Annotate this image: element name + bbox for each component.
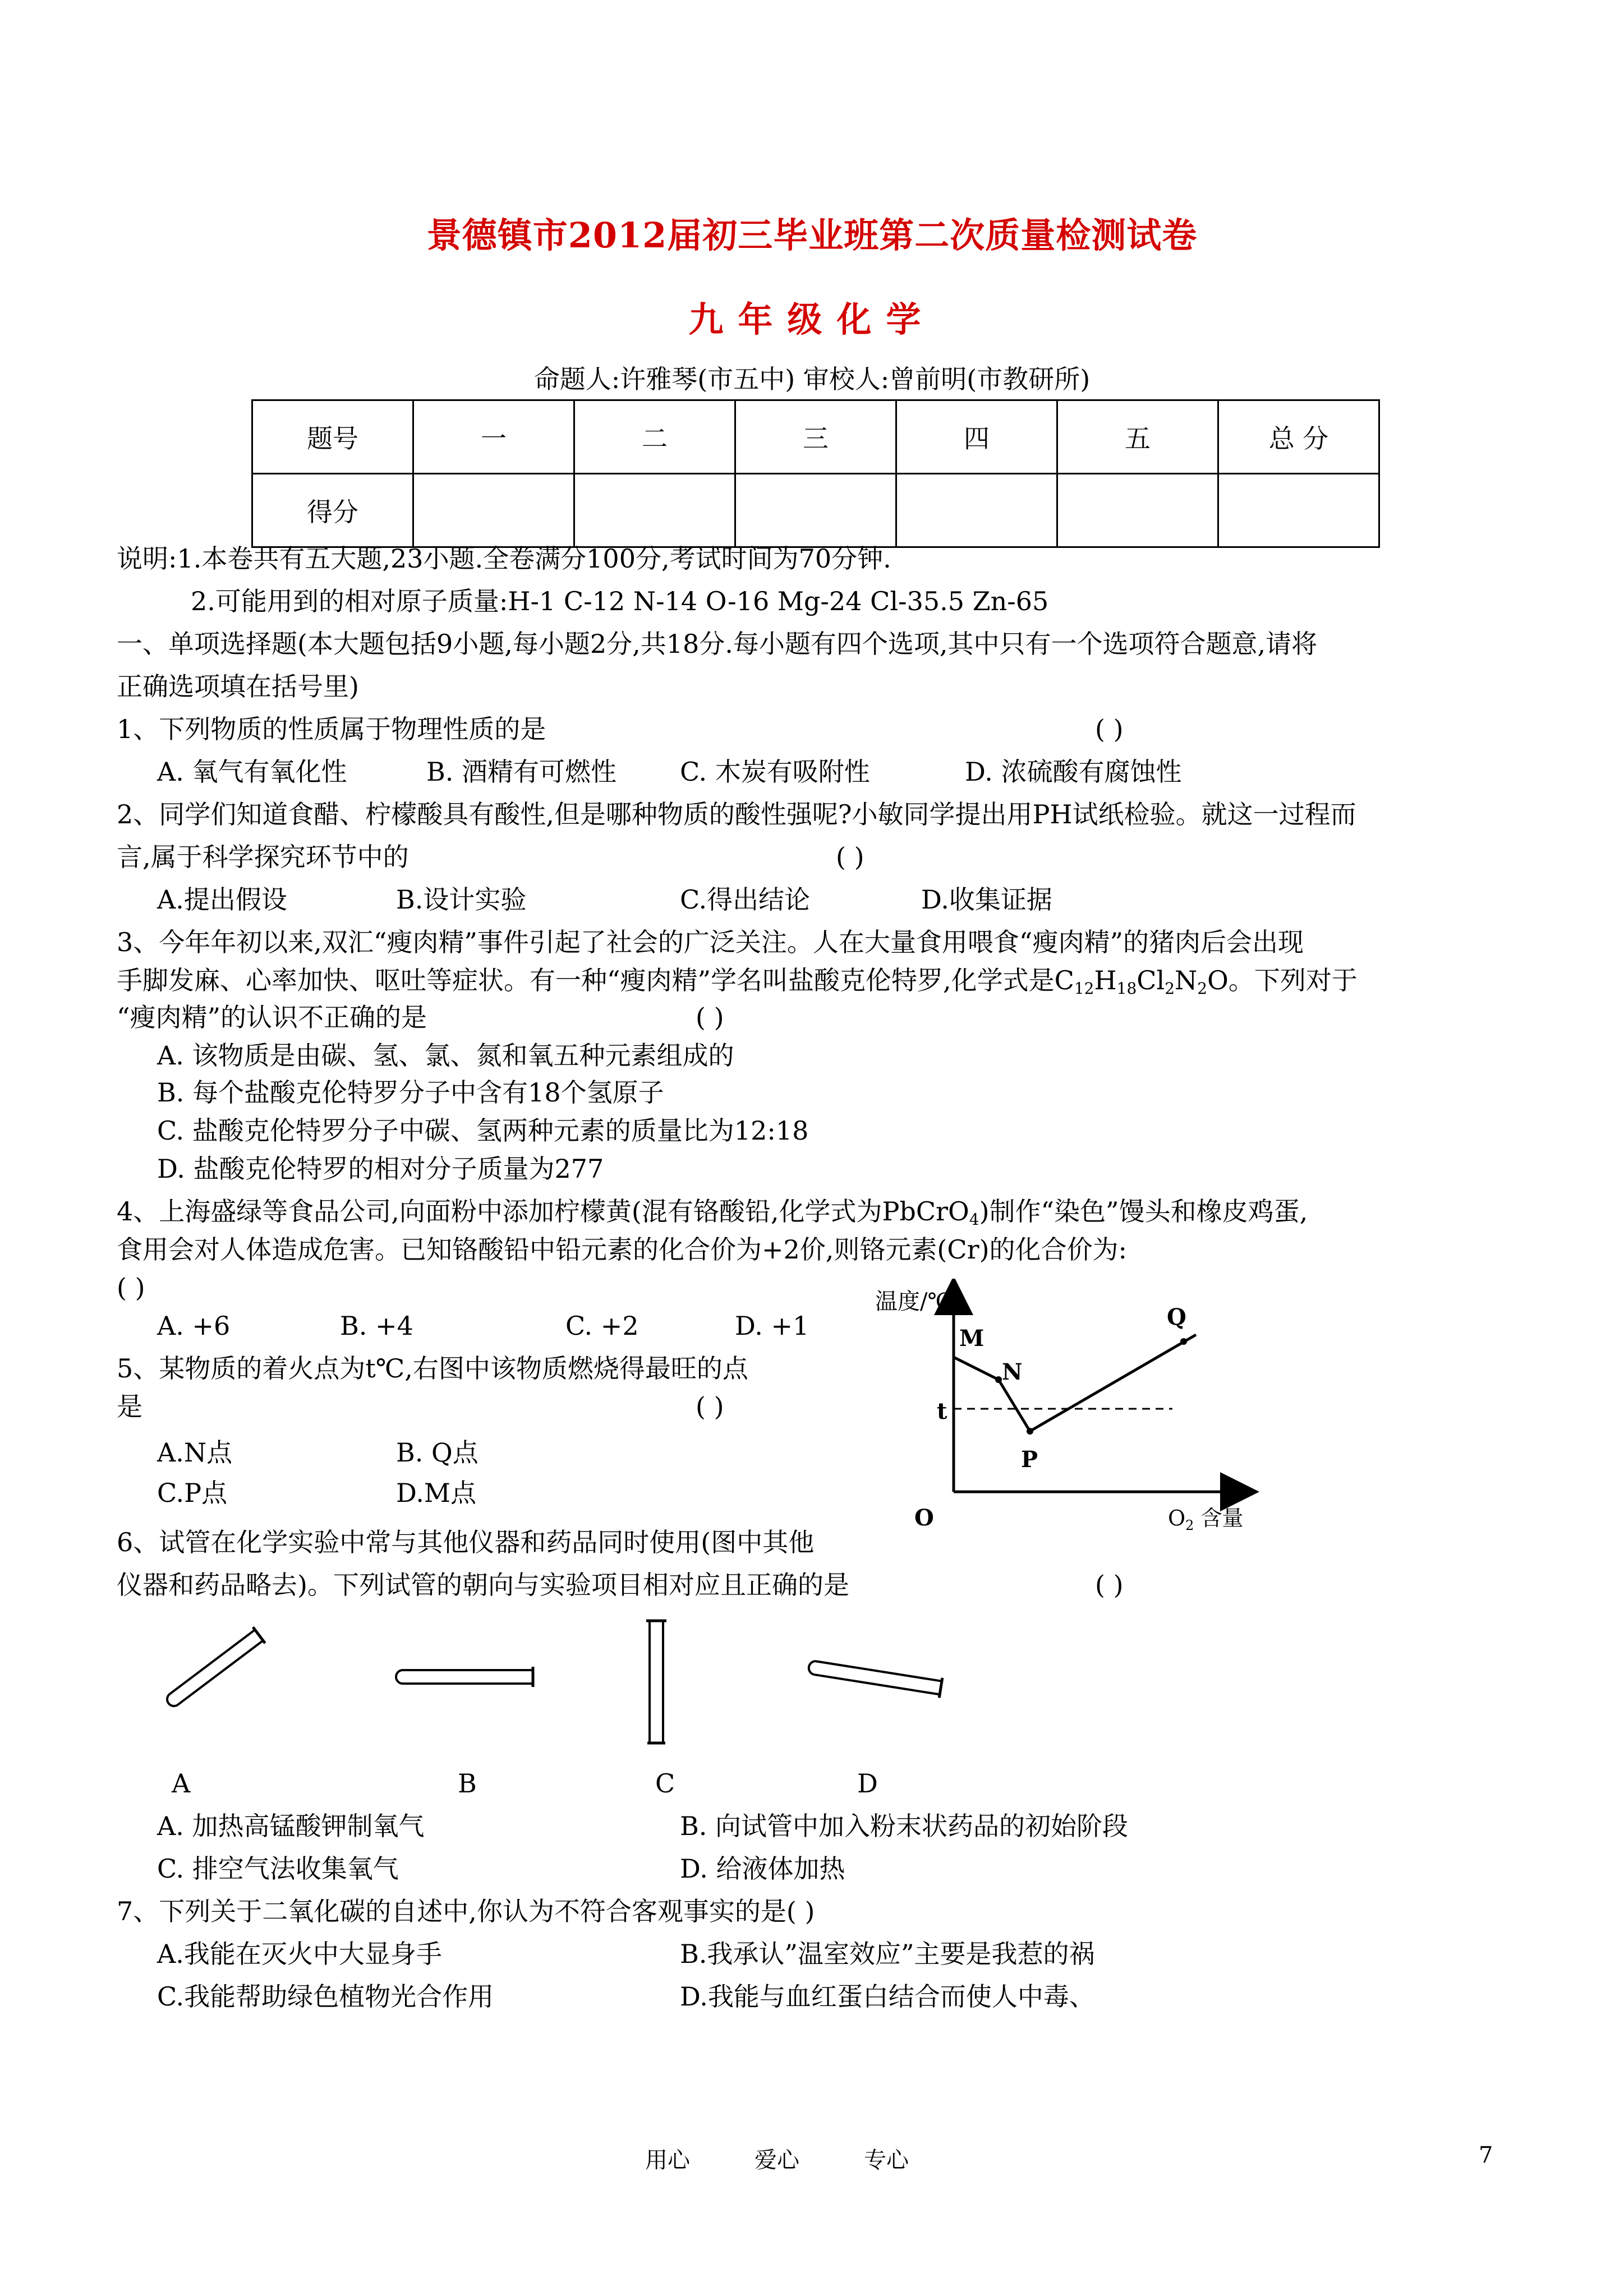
q4-stem-text: 4、上海盛绿等食品公司,向面粉中添加柠檬黄(混有铬酸铅,化学式为PbCrO <box>117 1196 969 1227</box>
point-n-label: N <box>1002 1359 1023 1385</box>
q4-option-b: B. +4 <box>340 1311 413 1341</box>
tube-label-a: A <box>172 1768 191 1799</box>
point-q-label: Q <box>1167 1304 1186 1330</box>
score-input-cell[interactable] <box>413 474 574 547</box>
score-table <box>251 399 1380 548</box>
formula-h: H <box>1094 965 1117 995</box>
q6-answer-paren[interactable]: ( ) <box>1095 1570 1124 1600</box>
q1-option-b: B. 酒精有可燃性 <box>426 757 617 787</box>
score-cell: 得分 <box>252 474 413 547</box>
y-axis-label: 温度/℃ <box>875 1289 953 1315</box>
q2-stem-line-2: 言,属于科学探究环节中的 <box>117 842 409 872</box>
tube-label-b: B <box>458 1768 477 1799</box>
q7-stem: 7、下列关于二氧化碳的自述中,你认为不符合客观事实的是( ) <box>117 1896 815 1926</box>
formula-sub: 12 <box>1074 979 1094 998</box>
q7-option-b: B.我承认”温室效应”主要是我惹的祸 <box>680 1939 1095 1969</box>
q2-option-a: A.提出假设 <box>157 884 287 915</box>
q3-stem-text: 手脚发麻、心率加快、呕吐等症状。有一种“瘦肉精”学名叫盐酸克伦特罗,化学式是 <box>117 965 1055 995</box>
q3-option-d: D. 盐酸克伦特罗的相对分子质量为277 <box>157 1154 604 1184</box>
q3-answer-paren[interactable]: ( ) <box>696 1002 724 1032</box>
q5-stem-line-1: 5、某物质的着火点为t℃,右图中该物质燃烧得最旺的点 <box>117 1353 748 1384</box>
q6-option-d: D. 给液体加热 <box>680 1854 845 1884</box>
formula-c: C <box>1054 965 1074 995</box>
q5-option-c: C.P点 <box>157 1478 228 1508</box>
q3-option-b: B. 每个盐酸克伦特罗分子中含有18个氢原子 <box>157 1077 664 1108</box>
q4-option-a: A. +6 <box>157 1311 231 1341</box>
score-table-score-row <box>252 474 1379 547</box>
point-m-label: M <box>959 1325 984 1352</box>
q6-stem-line-2: 仪器和药品略去)。下列试管的朝向与实验项目相对应且正确的是 <box>117 1570 849 1600</box>
q1-option-d: D. 浓硫酸有腐蚀性 <box>965 757 1182 787</box>
q3-stem-line-2 <box>117 963 1358 1006</box>
q2-stem-line-1: 2、同学们知道食醋、柠檬酸具有酸性,但是哪种物质的酸性强呢?小敏同学提出用PH试纸检验。就这一过程而 <box>117 799 1356 829</box>
score-cell: 五 <box>1057 400 1218 474</box>
q5-answer-paren[interactable]: ( ) <box>696 1391 724 1422</box>
score-cell: 题号 <box>252 400 413 474</box>
q4-stem-text-end: )制作“染色”馒头和橡皮鸡蛋, <box>979 1196 1308 1227</box>
q2-option-b: B.设计实验 <box>396 884 527 915</box>
q2-answer-paren[interactable]: ( ) <box>836 842 864 872</box>
authors-line: 命题人:许雅琴(市五中) 审校人:曾前明(市教研所) <box>533 364 1091 394</box>
q7-option-a: A.我能在灭火中大显身手 <box>157 1939 442 1969</box>
score-cell: 二 <box>574 400 735 474</box>
q1-stem: 1、下列物质的性质属于物理性质的是 <box>117 714 546 744</box>
q5-option-b: B. Q点 <box>396 1437 479 1468</box>
exam-subtitle: 九年级化学 <box>688 299 936 340</box>
section-1-heading: 一、单项选择题(本大题包括9小题,每小题2分,共18分.每小题有四个选项,其中只有一个选项符合题意,请将 <box>117 629 1318 659</box>
section-1-heading-cont: 正确选项填在括号里) <box>117 671 359 702</box>
footer-motto-1: 用心 <box>645 2147 690 2173</box>
q6-stem-line-1: 6、试管在化学实验中常与其他仪器和药品同时使用(图中其他 <box>117 1527 815 1557</box>
note-line-1: 说明:1.本卷共有五大题,23小题.全卷满分100分,考试时间为70分钟. <box>117 543 891 574</box>
q5-stem-line-2: 是 <box>117 1391 142 1422</box>
tube-label-c: C <box>655 1768 675 1799</box>
score-input-cell[interactable] <box>574 474 735 547</box>
formula-o: O <box>1207 965 1229 995</box>
x-axis-label: $O_2$ 含量 <box>1168 1506 1244 1533</box>
q6-option-a: A. 加热高锰酸钾制氧气 <box>157 1811 425 1841</box>
point-q <box>1180 1338 1187 1345</box>
formula-sub: 4 <box>969 1210 979 1229</box>
test-tube-c-icon <box>640 1610 673 1755</box>
tube-label-d: D <box>857 1768 878 1799</box>
score-cell: 总 分 <box>1218 400 1379 474</box>
point-p <box>1027 1428 1033 1435</box>
score-input-cell[interactable] <box>1218 474 1379 547</box>
footer-motto-2: 爱心 <box>755 2147 799 2173</box>
q3-stem-line-1: 3、今年年初以来,双汇“瘦肉精”事件引起了社会的广泛关注。人在大量食用喂食“瘦肉精”的猪肉后会出现 <box>117 927 1304 957</box>
q6-option-c: C. 排空气法收集氧气 <box>157 1854 399 1884</box>
formula-sub: 2 <box>1197 979 1208 998</box>
q3-stem-line-3: “瘦肉精”的认识不正确的是 <box>117 1002 427 1032</box>
ignition-temp-label: t <box>937 1398 947 1424</box>
q4-option-c: C. +2 <box>565 1311 639 1341</box>
q3-option-c: C. 盐酸克伦特罗分子中碳、氢两种元素的质量比为12:18 <box>157 1115 809 1146</box>
point-n <box>995 1376 1002 1383</box>
q5-option-d: D.M点 <box>396 1478 476 1508</box>
score-cell: 三 <box>735 400 896 474</box>
score-input-cell[interactable] <box>1057 474 1218 547</box>
q1-answer-paren[interactable]: ( ) <box>1095 714 1124 744</box>
origin-label: O <box>914 1505 934 1531</box>
temperature-oxygen-graph <box>853 1279 1279 1559</box>
q4-option-d: D. +1 <box>735 1311 809 1341</box>
note-line-2: 2.可能用到的相对原子质量:H-1 C-12 N-14 O-16 Mg-24 Cl-35.5 Zn-65 <box>191 586 1049 616</box>
test-tube-b-icon <box>387 1660 544 1694</box>
test-tube-a-icon <box>163 1626 275 1716</box>
q3-option-a: A. 该物质是由碳、氢、氯、氮和氧五种元素组成的 <box>157 1040 734 1071</box>
score-cell: 四 <box>896 400 1057 474</box>
q2-option-c: C.得出结论 <box>680 884 811 915</box>
q5-option-a: A.N点 <box>157 1437 233 1468</box>
formula-n: N <box>1175 965 1198 995</box>
q4-stem-line-2: 食用会对人体造成危害。已知铬酸铅中铅元素的化合价为+2价,则铬元素(Cr)的化合价为: <box>117 1234 1128 1265</box>
point-p-label: P <box>1021 1446 1038 1473</box>
q6-option-b: B. 向试管中加入粉末状药品的初始阶段 <box>680 1811 1129 1841</box>
test-tube-d-icon <box>797 1649 959 1705</box>
q7-option-d: D.我能与血红蛋白结合而使人中毒、 <box>680 1981 1095 2012</box>
score-cell: 一 <box>413 400 574 474</box>
formula-sub: 2 <box>1165 979 1175 998</box>
q3-stem-text-end: 。下列对于 <box>1228 965 1358 995</box>
footer-motto-3: 专心 <box>864 2147 909 2173</box>
formula-cl: Cl <box>1137 965 1165 995</box>
score-input-cell[interactable] <box>735 474 896 547</box>
score-table-header-row <box>252 400 1379 474</box>
q4-stem-line-1 <box>117 1195 1308 1237</box>
score-input-cell[interactable] <box>896 474 1057 547</box>
q1-option-c: C. 木炭有吸附性 <box>680 757 870 787</box>
q4-answer-paren[interactable]: ( ) <box>117 1273 145 1303</box>
formula-sub: 18 <box>1116 979 1137 998</box>
q1-option-a: A. 氧气有氧化性 <box>157 757 347 787</box>
q2-option-d: D.收集证据 <box>921 884 1052 915</box>
page-number: 7 <box>1479 2142 1493 2168</box>
q7-option-c: C.我能帮助绿色植物光合作用 <box>157 1981 494 2012</box>
temperature-curve <box>954 1335 1196 1431</box>
exam-title: 景德镇市2012届初三毕业班第二次质量检测试卷 <box>426 215 1198 256</box>
